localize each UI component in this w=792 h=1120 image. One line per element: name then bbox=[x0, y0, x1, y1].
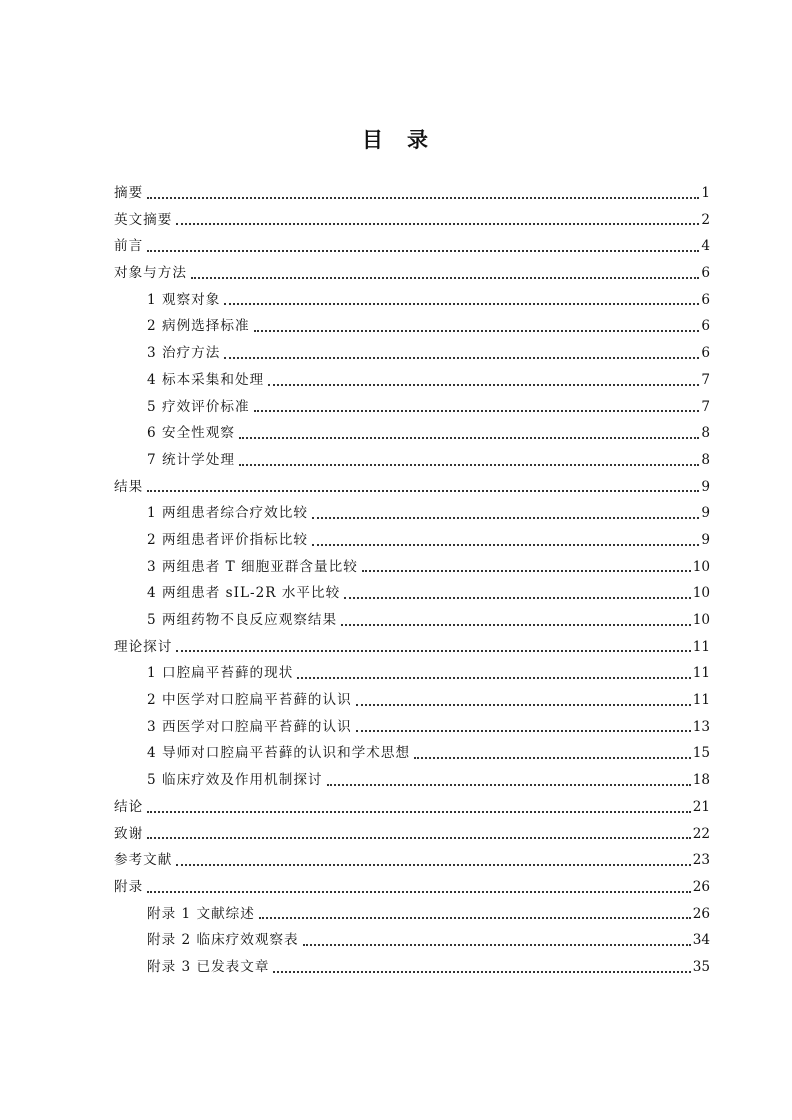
toc-entry-label: 1 两组患者综合疗效比较 bbox=[147, 505, 308, 522]
toc-dot-leader bbox=[176, 634, 690, 661]
toc-entry-label: 附录 bbox=[114, 878, 144, 895]
toc-entry-page: 11 bbox=[692, 665, 710, 682]
toc-dot-leader bbox=[327, 767, 691, 794]
toc-dot-leader bbox=[344, 580, 690, 607]
toc-entry-label: 4 导师对口腔扁平苔藓的认识和学术思想 bbox=[147, 745, 411, 762]
toc-entry-page: 7 bbox=[701, 371, 710, 388]
toc-entry bbox=[114, 794, 710, 821]
toc-dot-leader bbox=[254, 394, 700, 421]
toc-dot-leader bbox=[224, 340, 699, 367]
toc-entry bbox=[114, 447, 710, 474]
toc-entry-page: 7 bbox=[701, 398, 710, 415]
toc-entry-label: 附录 3 已发表文章 bbox=[147, 958, 270, 975]
toc-entry-page: 21 bbox=[692, 798, 710, 815]
toc-entry-label: 理论探讨 bbox=[114, 638, 173, 655]
toc-entry-page: 4 bbox=[701, 238, 710, 255]
toc-dot-leader bbox=[414, 740, 691, 767]
toc-entry bbox=[114, 340, 710, 367]
toc-entry-label: 3 治疗方法 bbox=[147, 345, 221, 362]
toc-entry-label: 对象与方法 bbox=[114, 265, 187, 282]
toc-entry-page: 8 bbox=[701, 425, 710, 442]
toc-entry bbox=[114, 554, 710, 581]
toc-entry bbox=[114, 180, 710, 207]
toc-dot-leader bbox=[239, 420, 699, 447]
toc-entry-page: 10 bbox=[692, 612, 710, 628]
toc-entry-page: 1 bbox=[701, 185, 710, 201]
toc-dot-leader bbox=[147, 233, 699, 260]
toc-entry-label: 4 标本采集和处理 bbox=[147, 371, 265, 388]
toc-dot-leader bbox=[224, 287, 699, 314]
toc-entry bbox=[114, 687, 710, 714]
toc-entry-label: 摘要 bbox=[114, 185, 144, 201]
toc-entry-label: 附录 2 临床疗效观察表 bbox=[147, 932, 299, 949]
toc-dot-leader bbox=[147, 794, 691, 821]
toc-dot-leader bbox=[312, 527, 699, 554]
toc-dot-leader bbox=[273, 954, 690, 981]
toc-entry-label: 5 两组药物不良反应观察结果 bbox=[147, 612, 338, 628]
toc-dot-leader bbox=[176, 847, 690, 874]
toc-entry bbox=[114, 207, 710, 234]
toc-entry bbox=[114, 527, 710, 554]
toc-dot-leader bbox=[356, 714, 691, 741]
toc-entry-label: 结论 bbox=[114, 798, 144, 815]
toc-entry-label: 致谢 bbox=[114, 825, 144, 842]
toc-entry-page: 6 bbox=[701, 291, 710, 308]
toc-dot-leader bbox=[147, 821, 691, 848]
toc-entry-page: 2 bbox=[701, 211, 710, 228]
toc-entry-page: 11 bbox=[692, 638, 710, 655]
toc-entry-label: 4 两组患者 sIL-2R 水平比较 bbox=[147, 585, 341, 602]
toc-entry-page: 8 bbox=[701, 451, 710, 468]
toc-entry-page: 15 bbox=[692, 745, 710, 762]
toc-entry-page: 26 bbox=[692, 878, 710, 895]
toc-entry bbox=[114, 821, 710, 848]
toc-entry-label: 3 两组患者 T 细胞亚群含量比较 bbox=[147, 558, 358, 575]
toc-entry bbox=[114, 740, 710, 767]
toc-dot-leader bbox=[268, 367, 699, 394]
toc-entry bbox=[114, 580, 710, 607]
toc-entry-label: 结果 bbox=[114, 478, 144, 495]
toc-dot-leader bbox=[147, 874, 691, 901]
toc-dot-leader bbox=[176, 207, 699, 234]
toc-dot-leader bbox=[362, 554, 691, 581]
toc-entry bbox=[114, 901, 710, 928]
toc-entry-page: 11 bbox=[692, 692, 710, 709]
toc-entry-page: 6 bbox=[701, 345, 710, 362]
toc-entry bbox=[114, 634, 710, 661]
toc-entry-label: 2 两组患者评价指标比较 bbox=[147, 531, 308, 548]
toc-entry-page: 35 bbox=[692, 958, 710, 975]
toc-entry bbox=[114, 954, 710, 981]
toc-entry bbox=[114, 233, 710, 260]
toc-dot-leader bbox=[297, 660, 690, 687]
toc-dot-leader bbox=[239, 447, 699, 474]
toc-entry-page: 10 bbox=[692, 558, 710, 575]
toc-entry-page: 13 bbox=[692, 718, 710, 735]
toc-entry-label: 前言 bbox=[114, 238, 144, 255]
page-title bbox=[0, 124, 792, 154]
toc-entry bbox=[114, 313, 710, 340]
toc-dot-leader bbox=[341, 607, 691, 634]
toc-entry-page: 18 bbox=[692, 772, 710, 789]
toc-dot-leader bbox=[356, 687, 691, 714]
toc-entry-page: 26 bbox=[692, 905, 710, 922]
toc-entry-page: 9 bbox=[701, 505, 710, 522]
toc-entry-label: 2 中医学对口腔扁平苔藓的认识 bbox=[147, 692, 352, 709]
toc-entry-page: 9 bbox=[701, 531, 710, 548]
toc-entry bbox=[114, 367, 710, 394]
toc-dot-leader bbox=[147, 474, 699, 501]
toc-entry-page: 9 bbox=[701, 478, 710, 495]
toc-entry bbox=[114, 927, 710, 954]
toc-entry-label: 参考文献 bbox=[114, 852, 173, 869]
toc-entry-label: 2 病例选择标准 bbox=[147, 318, 250, 335]
toc-entry bbox=[114, 474, 710, 501]
toc-entry-label: 1 观察对象 bbox=[147, 291, 221, 308]
toc-dot-leader bbox=[147, 180, 699, 207]
toc-entry-label: 6 安全性观察 bbox=[147, 425, 235, 442]
toc-entry-label: 5 疗效评价标准 bbox=[147, 398, 250, 415]
toc-entry-label: 3 西医学对口腔扁平苔藓的认识 bbox=[147, 718, 352, 735]
toc-entry bbox=[114, 874, 710, 901]
table-of-contents bbox=[114, 180, 710, 981]
toc-dot-leader bbox=[312, 500, 699, 527]
toc-entry-page: 6 bbox=[701, 318, 710, 335]
toc-dot-leader bbox=[191, 260, 699, 287]
toc-entry bbox=[114, 394, 710, 421]
toc-entry bbox=[114, 714, 710, 741]
toc-dot-leader bbox=[259, 901, 691, 928]
toc-entry-label: 附录 1 文献综述 bbox=[147, 905, 255, 922]
toc-entry bbox=[114, 260, 710, 287]
toc-entry bbox=[114, 420, 710, 447]
title-char-1: 目 bbox=[362, 128, 385, 152]
toc-dot-leader bbox=[303, 927, 691, 954]
toc-entry-label: 5 临床疗效及作用机制探讨 bbox=[147, 772, 323, 789]
toc-entry-page: 22 bbox=[692, 825, 710, 842]
toc-entry-page: 34 bbox=[692, 932, 710, 949]
toc-entry-page: 10 bbox=[692, 585, 710, 602]
toc-dot-leader bbox=[254, 313, 700, 340]
toc-entry bbox=[114, 287, 710, 314]
title-char-2: 录 bbox=[407, 128, 430, 152]
toc-entry-page: 6 bbox=[701, 265, 710, 282]
toc-entry-label: 英文摘要 bbox=[114, 211, 173, 228]
toc-entry bbox=[114, 607, 710, 634]
toc-entry-label: 1 口腔扁平苔藓的现状 bbox=[147, 665, 294, 682]
toc-entry-label: 7 统计学处理 bbox=[147, 451, 235, 468]
toc-entry bbox=[114, 847, 710, 874]
toc-entry-page: 23 bbox=[692, 852, 710, 869]
toc-entry bbox=[114, 500, 710, 527]
toc-entry bbox=[114, 767, 710, 794]
toc-entry bbox=[114, 660, 710, 687]
